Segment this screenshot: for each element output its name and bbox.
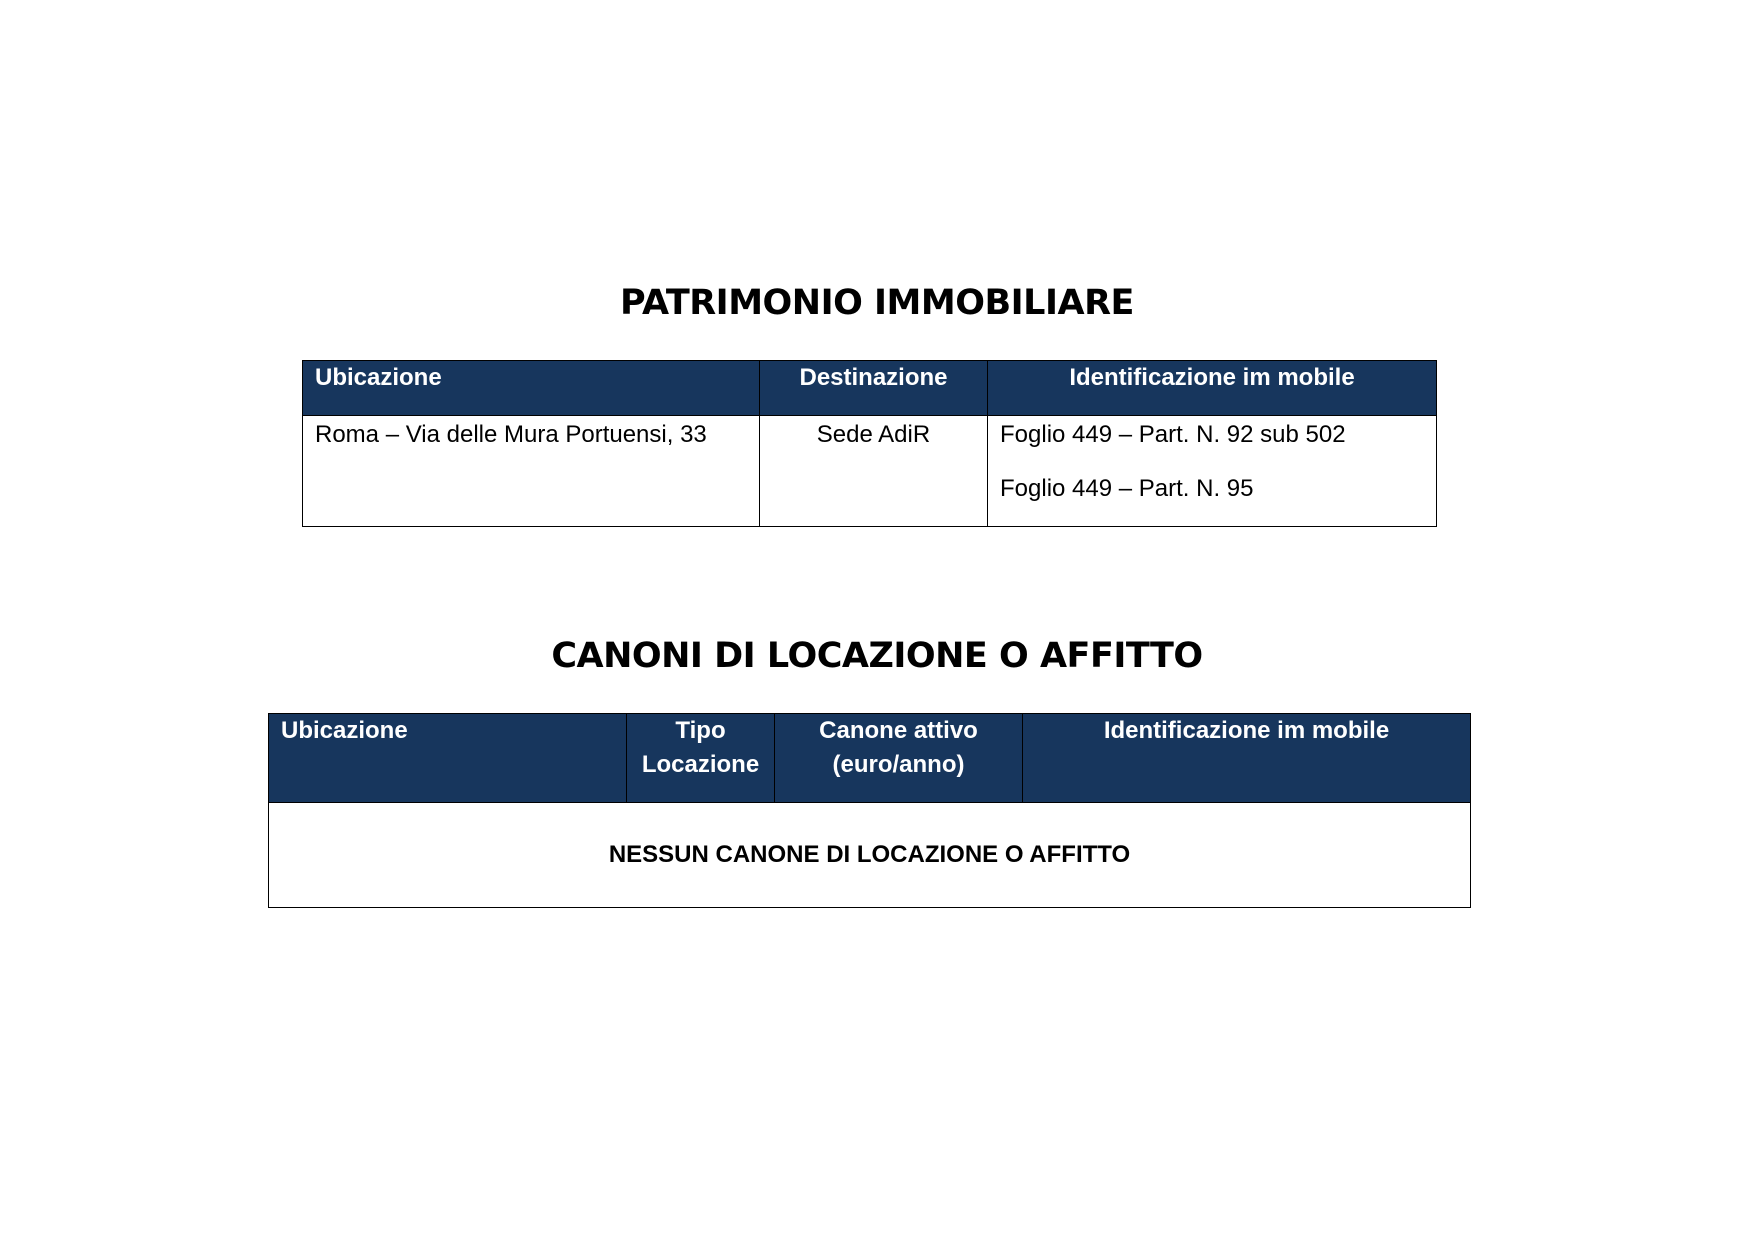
canoni-header-row: [269, 714, 1471, 803]
patrimonio-title: PATRIMONIO IMMOBILIARE: [620, 283, 1134, 323]
header-identificazione: Identificazione im mobile: [988, 361, 1437, 416]
header-destinazione: Destinazione: [760, 361, 988, 416]
cell-ubicazione: Roma – Via delle Mura Portuensi, 33: [303, 416, 760, 527]
table-row: [303, 416, 1437, 527]
table-row: [269, 803, 1471, 908]
canoni-title: CANONI DI LOCAZIONE O AFFITTO: [551, 636, 1203, 676]
identificazione-line: Foglio 449 – Part. N. 95: [1000, 475, 1254, 502]
header-canone-attivo: [775, 714, 1023, 803]
header-tipo-locazione: [627, 714, 775, 803]
header-ubicazione: Ubicazione: [303, 361, 760, 416]
header-tipo-line2: Locazione: [641, 751, 760, 778]
canoni-table: [268, 713, 1471, 908]
cell-destinazione: Sede AdiR: [760, 416, 988, 527]
identificazione-line: Foglio 449 – Part. N. 92 sub 502: [1000, 421, 1346, 448]
cell-identificazione: [988, 416, 1437, 527]
patrimonio-header-row: [303, 361, 1437, 416]
header-canone-line2: (euro/anno): [832, 751, 965, 778]
empty-message: NESSUN CANONE DI LOCAZIONE O AFFITTO: [269, 803, 1471, 908]
header-identificazione: Identificazione im mobile: [1023, 714, 1471, 803]
patrimonio-table: [302, 360, 1437, 527]
header-tipo-line1: Tipo: [675, 717, 726, 744]
header-ubicazione: Ubicazione: [269, 714, 627, 803]
header-canone-line1: Canone attivo: [819, 717, 978, 744]
